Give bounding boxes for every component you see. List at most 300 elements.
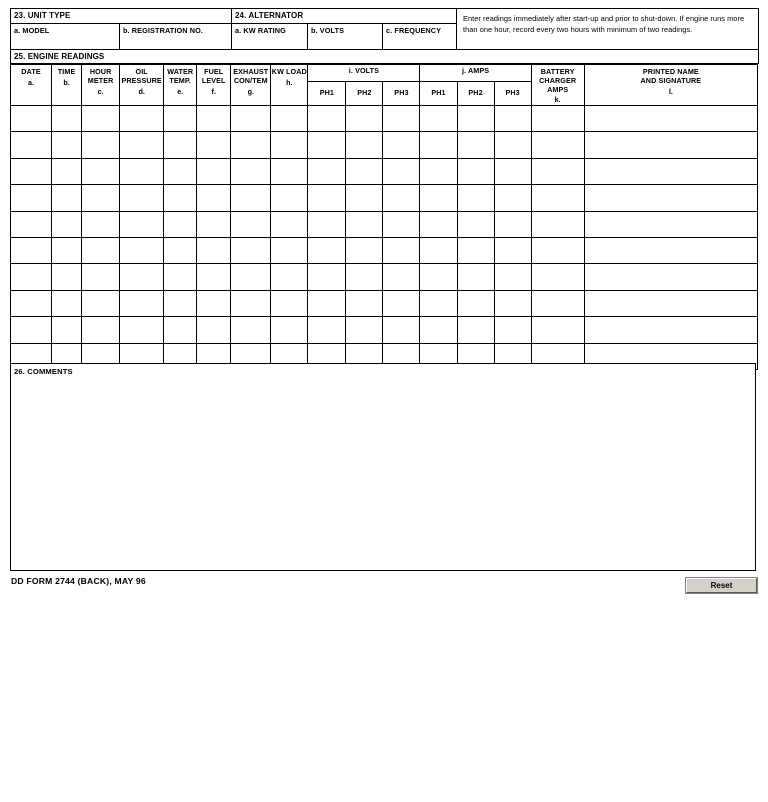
col-header-exhaust-letter: g.	[247, 86, 254, 96]
table-cell-input[interactable]	[197, 291, 230, 316]
table-cell-input[interactable]	[346, 159, 382, 184]
col-header-amps-ph3	[494, 81, 531, 105]
table-cell-input[interactable]	[420, 106, 456, 131]
table-cell-input[interactable]	[52, 212, 81, 237]
col-header-amps-ph2-label: PH2	[468, 87, 483, 97]
table-cell	[420, 106, 457, 132]
table-cell	[383, 211, 420, 237]
table-cell-input[interactable]	[585, 317, 757, 342]
table-cell	[346, 264, 383, 290]
table-cell	[308, 264, 346, 290]
table-cell	[52, 106, 82, 132]
group-header-volts-title: i. VOLTS	[348, 66, 379, 75]
table-cell-input[interactable]	[458, 264, 494, 289]
col-header-volts-ph2	[346, 81, 383, 105]
col-header-signature-line-0: PRINTED NAME	[642, 67, 699, 76]
table-cell-input[interactable]	[585, 238, 757, 263]
table-cell	[197, 106, 231, 132]
table-cell-input[interactable]	[532, 212, 584, 237]
field-model-label: a. MODEL	[14, 26, 50, 35]
table-cell	[457, 237, 494, 263]
table-cell-input[interactable]	[458, 291, 494, 316]
table-cell-input[interactable]	[11, 212, 51, 237]
col-header-kw-load-line-0: KW LOAD	[271, 67, 307, 76]
col-header-volts-ph3	[383, 81, 420, 105]
table-row	[11, 185, 758, 211]
table-row	[11, 317, 758, 343]
table-cell	[308, 211, 346, 237]
table-cell-input[interactable]	[52, 159, 81, 184]
table-cell-input[interactable]	[346, 132, 382, 157]
table-cell-input[interactable]	[495, 185, 531, 210]
table-cell	[231, 158, 271, 184]
table-cell	[420, 132, 457, 158]
table-cell-input[interactable]	[271, 159, 307, 184]
table-cell-input[interactable]	[495, 291, 531, 316]
table-cell-input[interactable]	[231, 185, 270, 210]
table-cell	[11, 264, 52, 290]
table-cell	[584, 211, 757, 237]
table-cell-input[interactable]	[120, 264, 163, 289]
table-cell-input[interactable]	[346, 185, 382, 210]
table-cell-input[interactable]	[383, 106, 419, 131]
table-cell	[82, 237, 120, 263]
col-header-hour-meter-line-0: HOUR	[89, 67, 112, 76]
table-cell-input[interactable]	[11, 291, 51, 316]
table-row	[11, 158, 758, 184]
table-cell	[120, 158, 164, 184]
table-cell-input[interactable]	[231, 317, 270, 342]
section-23-title: 23. UNIT TYPE	[14, 11, 71, 20]
table-cell	[308, 158, 346, 184]
table-cell-input[interactable]	[495, 159, 531, 184]
table-cell	[164, 185, 197, 211]
table-cell-input[interactable]	[308, 159, 345, 184]
table-cell-input[interactable]	[82, 159, 119, 184]
group-header-amps-title: j. AMPS	[461, 66, 490, 75]
table-cell	[494, 185, 531, 211]
table-cell-input[interactable]	[271, 264, 307, 289]
section-26-title: 26. COMMENTS	[14, 367, 73, 376]
table-cell-input[interactable]	[346, 291, 382, 316]
table-cell	[52, 211, 82, 237]
table-cell-input[interactable]	[11, 185, 51, 210]
table-cell-input[interactable]	[82, 238, 119, 263]
table-cell-input[interactable]	[532, 291, 584, 316]
table-cell	[231, 317, 271, 343]
col-header-amps-ph3-label: PH3	[505, 87, 520, 97]
table-cell	[120, 132, 164, 158]
table-cell	[531, 185, 584, 211]
section-25-title-row	[11, 50, 759, 64]
table-cell	[271, 106, 308, 132]
table-cell	[494, 106, 531, 132]
table-cell-input[interactable]	[197, 159, 230, 184]
table-cell	[531, 132, 584, 158]
table-cell	[457, 158, 494, 184]
table-cell	[457, 211, 494, 237]
table-cell-input[interactable]	[420, 317, 456, 342]
table-cell-input[interactable]	[495, 212, 531, 237]
table-cell-input[interactable]	[197, 238, 230, 263]
table-cell	[82, 158, 120, 184]
table-cell-input[interactable]	[82, 317, 119, 342]
table-cell	[120, 211, 164, 237]
table-row	[11, 106, 758, 132]
table-cell	[120, 317, 164, 343]
table-cell	[231, 237, 271, 263]
table-cell	[231, 264, 271, 290]
table-cell	[82, 290, 120, 316]
table-cell	[11, 158, 52, 184]
table-cell-input[interactable]	[120, 106, 163, 131]
table-cell-input[interactable]	[271, 132, 307, 157]
col-header-oil-pressure-letter: d.	[138, 86, 145, 96]
table-cell-input[interactable]	[346, 212, 382, 237]
table-cell	[231, 132, 271, 158]
table-cell	[308, 132, 346, 158]
col-header-volts-ph1	[308, 81, 346, 105]
table-cell	[82, 264, 120, 290]
table-cell	[494, 211, 531, 237]
table-cell	[383, 317, 420, 343]
table-cell	[494, 264, 531, 290]
table-cell-input[interactable]	[82, 212, 119, 237]
table-cell-input[interactable]	[52, 317, 81, 342]
table-cell-input[interactable]	[52, 238, 81, 263]
table-cell-input[interactable]	[458, 212, 494, 237]
table-cell	[271, 185, 308, 211]
table-cell	[120, 264, 164, 290]
table-cell-input[interactable]	[52, 106, 81, 131]
table-cell	[82, 211, 120, 237]
table-cell-input[interactable]	[271, 185, 307, 210]
table-cell-input[interactable]	[495, 132, 531, 157]
table-cell-input[interactable]	[308, 132, 345, 157]
table-cell-input[interactable]	[231, 106, 270, 131]
table-cell-input[interactable]	[231, 132, 270, 157]
table-cell-input[interactable]	[383, 132, 419, 157]
table-cell	[346, 158, 383, 184]
col-header-oil-pressure-line-1: PRESSURE	[121, 75, 162, 85]
table-cell	[197, 132, 231, 158]
table-cell	[308, 290, 346, 316]
col-header-volts-ph3-label: PH3	[394, 87, 409, 97]
table-cell	[308, 317, 346, 343]
table-cell-input[interactable]	[271, 212, 307, 237]
table-cell-input[interactable]	[532, 317, 584, 342]
table-cell-input[interactable]	[164, 317, 196, 342]
table-cell	[52, 264, 82, 290]
col-header-battery-line-2: AMPS	[547, 84, 569, 94]
table-cell	[420, 158, 457, 184]
table-cell	[197, 185, 231, 211]
table-cell-input[interactable]	[308, 185, 345, 210]
table-cell-input[interactable]	[420, 185, 456, 210]
table-cell-input[interactable]	[52, 132, 81, 157]
table-cell-input[interactable]	[271, 106, 307, 131]
table-cell-input[interactable]	[585, 106, 757, 131]
table-cell-input[interactable]	[532, 106, 584, 131]
col-header-volts-ph1-label: PH1	[319, 87, 334, 97]
table-cell-input[interactable]	[532, 132, 584, 157]
table-cell-input[interactable]	[532, 238, 584, 263]
col-header-battery-letter: k.	[554, 95, 561, 105]
table-cell	[420, 290, 457, 316]
table-cell-input[interactable]	[11, 106, 51, 131]
table-cell-input[interactable]	[164, 185, 196, 210]
table-cell	[164, 264, 197, 290]
col-header-water-temp-letter: e.	[177, 86, 184, 96]
table-cell-input[interactable]	[420, 291, 456, 316]
field-registration-no	[120, 24, 232, 50]
table-cell-input[interactable]	[532, 264, 584, 289]
table-cell-input[interactable]	[271, 238, 307, 263]
col-header-battery-line-0: BATTERY	[540, 67, 575, 76]
table-cell	[164, 237, 197, 263]
col-header-water-temp-line-1: TEMP.	[169, 75, 191, 85]
table-cell	[164, 211, 197, 237]
table-cell	[457, 185, 494, 211]
table-cell-input[interactable]	[346, 106, 382, 131]
table-cell-input[interactable]	[383, 264, 419, 289]
table-cell-input[interactable]	[585, 185, 757, 210]
table-cell	[271, 290, 308, 316]
table-cell-input[interactable]	[495, 238, 531, 263]
table-cell-input[interactable]	[231, 212, 270, 237]
col-header-water-temp	[164, 65, 197, 106]
comments-input[interactable]	[14, 377, 750, 563]
table-cell	[82, 132, 120, 158]
table-cell-input[interactable]	[52, 185, 81, 210]
table-cell	[457, 290, 494, 316]
table-cell-input[interactable]	[271, 317, 307, 342]
table-cell	[11, 106, 52, 132]
table-cell-input[interactable]	[11, 317, 51, 342]
comments-section	[10, 363, 756, 571]
section-25-title: 25. ENGINE READINGS	[14, 52, 105, 61]
table-cell	[420, 211, 457, 237]
table-cell-input[interactable]	[532, 159, 584, 184]
col-header-time	[52, 65, 82, 106]
table-cell-input[interactable]	[164, 106, 196, 131]
table-cell-input[interactable]	[197, 106, 230, 131]
table-cell-input[interactable]	[420, 159, 456, 184]
col-header-volts-ph2-label: PH2	[357, 87, 372, 97]
table-cell-input[interactable]	[495, 264, 531, 289]
table-cell-input[interactable]	[120, 212, 163, 237]
table-cell-input[interactable]	[231, 264, 270, 289]
table-cell	[383, 290, 420, 316]
col-header-battery-line-1: CHARGER	[539, 75, 577, 85]
table-cell	[531, 106, 584, 132]
col-header-amps-ph1-label: PH1	[431, 87, 446, 97]
table-cell-input[interactable]	[11, 264, 51, 289]
field-kw-rating	[232, 24, 308, 50]
table-cell-input[interactable]	[383, 291, 419, 316]
table-cell	[420, 237, 457, 263]
table-cell-input[interactable]	[458, 185, 494, 210]
table-cell	[271, 158, 308, 184]
instructions-cell	[457, 9, 759, 50]
table-cell	[494, 158, 531, 184]
col-header-date	[11, 65, 52, 106]
col-header-date-line-0: DATE	[21, 67, 41, 76]
col-header-kw-load	[271, 65, 308, 106]
table-cell-input[interactable]	[458, 238, 494, 263]
table-cell-input[interactable]	[120, 291, 163, 316]
table-cell-input[interactable]	[197, 317, 230, 342]
table-cell-input[interactable]	[420, 238, 456, 263]
table-cell-input[interactable]	[197, 212, 230, 237]
table-cell-input[interactable]	[231, 159, 270, 184]
table-cell	[52, 185, 82, 211]
table-cell-input[interactable]	[308, 291, 345, 316]
table-cell	[164, 158, 197, 184]
col-header-fuel-level	[197, 65, 231, 106]
table-cell-input[interactable]	[164, 159, 196, 184]
table-cell-input[interactable]	[164, 264, 196, 289]
table-cell	[231, 106, 271, 132]
table-cell-input[interactable]	[346, 264, 382, 289]
table-cell	[11, 317, 52, 343]
readings-rows	[11, 106, 758, 370]
col-header-battery-charger-amps	[531, 65, 584, 106]
reset-button[interactable]: Reset	[686, 578, 757, 593]
table-cell-input[interactable]	[120, 238, 163, 263]
col-header-oil-pressure-line-0: OIL	[135, 67, 148, 76]
field-kw-rating-label: a. KW RATING	[235, 26, 286, 35]
table-cell-input[interactable]	[164, 132, 196, 157]
table-cell	[197, 158, 231, 184]
table-cell-input[interactable]	[231, 291, 270, 316]
field-frequency-label: c. FREQUENCY	[386, 26, 442, 35]
table-cell-input[interactable]	[52, 264, 81, 289]
table-cell-input[interactable]	[82, 132, 119, 157]
table-cell	[231, 185, 271, 211]
table-cell-input[interactable]	[585, 212, 757, 237]
table-cell-input[interactable]	[383, 238, 419, 263]
table-cell-input[interactable]	[420, 212, 456, 237]
table-cell	[346, 106, 383, 132]
table-cell-input[interactable]	[164, 291, 196, 316]
table-cell	[271, 237, 308, 263]
table-cell-input[interactable]	[11, 238, 51, 263]
table-cell	[11, 290, 52, 316]
table-cell	[164, 290, 197, 316]
table-cell-input[interactable]	[495, 317, 531, 342]
table-cell	[383, 237, 420, 263]
table-cell-input[interactable]	[231, 238, 270, 263]
table-cell-input[interactable]	[197, 185, 230, 210]
table-cell	[197, 237, 231, 263]
table-cell-input[interactable]	[383, 159, 419, 184]
col-header-oil-pressure	[120, 65, 164, 106]
unit-alternator-table	[10, 8, 759, 64]
table-cell-input[interactable]	[197, 132, 230, 157]
table-cell-input[interactable]	[11, 159, 51, 184]
table-cell	[197, 290, 231, 316]
table-cell-input[interactable]	[82, 291, 119, 316]
field-model	[11, 24, 120, 50]
table-cell-input[interactable]	[308, 238, 345, 263]
table-cell	[457, 106, 494, 132]
col-header-exhaust	[231, 65, 271, 106]
table-cell-input[interactable]	[458, 317, 494, 342]
table-cell-input[interactable]	[197, 264, 230, 289]
col-header-exhaust-line-0: EXHAUST	[233, 67, 269, 76]
table-cell	[531, 264, 584, 290]
table-cell-input[interactable]	[120, 159, 163, 184]
table-cell-input[interactable]	[11, 132, 51, 157]
table-cell	[346, 211, 383, 237]
table-cell	[52, 132, 82, 158]
table-cell-input[interactable]	[585, 264, 757, 289]
table-cell	[82, 185, 120, 211]
table-cell-input[interactable]	[346, 317, 382, 342]
table-cell	[231, 211, 271, 237]
table-cell-input[interactable]	[458, 132, 494, 157]
table-cell	[164, 106, 197, 132]
table-cell	[11, 132, 52, 158]
col-header-hour-meter	[82, 65, 120, 106]
table-cell-input[interactable]	[308, 106, 345, 131]
table-cell-input[interactable]	[495, 106, 531, 131]
table-cell-input[interactable]	[458, 159, 494, 184]
table-cell	[494, 317, 531, 343]
readings-header-top-row	[11, 65, 758, 82]
table-cell	[52, 158, 82, 184]
table-cell-input[interactable]	[271, 291, 307, 316]
table-cell-input[interactable]	[164, 212, 196, 237]
table-cell-input[interactable]	[420, 264, 456, 289]
table-cell-input[interactable]	[52, 291, 81, 316]
col-header-signature-letter: l.	[668, 86, 673, 96]
table-cell	[584, 106, 757, 132]
table-cell-input[interactable]	[383, 212, 419, 237]
table-cell	[584, 264, 757, 290]
table-cell-input[interactable]	[383, 317, 419, 342]
table-cell-input[interactable]	[585, 159, 757, 184]
table-cell-input[interactable]	[308, 264, 345, 289]
table-cell-input[interactable]	[120, 317, 163, 342]
table-cell-input[interactable]	[585, 132, 757, 157]
table-cell-input[interactable]	[420, 132, 456, 157]
table-cell-input[interactable]	[308, 317, 345, 342]
table-cell-input[interactable]	[120, 132, 163, 157]
table-cell-input[interactable]	[585, 291, 757, 316]
table-cell-input[interactable]	[164, 238, 196, 263]
table-cell	[494, 290, 531, 316]
table-cell-input[interactable]	[82, 264, 119, 289]
col-header-hour-meter-line-1: METER	[87, 75, 114, 85]
col-header-time-letter: b.	[63, 77, 70, 87]
table-cell-input[interactable]	[308, 212, 345, 237]
table-cell	[346, 317, 383, 343]
table-cell-input[interactable]	[532, 185, 584, 210]
table-cell	[11, 185, 52, 211]
table-cell-input[interactable]	[82, 106, 119, 131]
table-cell-input[interactable]	[120, 185, 163, 210]
table-cell-input[interactable]	[346, 238, 382, 263]
table-cell	[271, 264, 308, 290]
table-cell-input[interactable]	[82, 185, 119, 210]
table-cell	[120, 185, 164, 211]
table-cell-input[interactable]	[383, 185, 419, 210]
table-cell	[346, 185, 383, 211]
table-cell	[420, 185, 457, 211]
table-cell-input[interactable]	[458, 106, 494, 131]
